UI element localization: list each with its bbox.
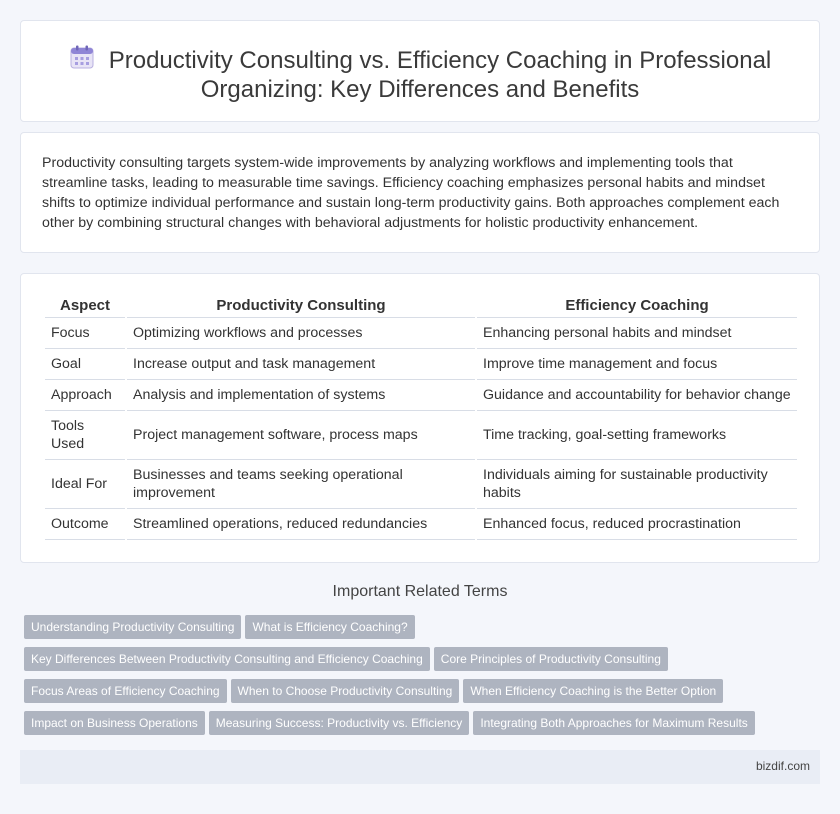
row-efficiency-coaching: Individuals aiming for sustainable productivity habits [477, 460, 797, 509]
related-term-link[interactable]: When Efficiency Coaching is the Better Option [463, 679, 723, 703]
row-efficiency-coaching: Time tracking, goal-setting frameworks [477, 411, 797, 460]
related-term-link[interactable]: When to Choose Productivity Consulting [231, 679, 460, 703]
header-efficiency-coaching: Efficiency Coaching [477, 294, 797, 318]
related-term-link[interactable]: Measuring Success: Productivity vs. Efficiency [209, 711, 470, 735]
row-aspect: Tools Used [45, 411, 125, 460]
footer-site-link[interactable]: bizdif.com [755, 759, 810, 773]
related-terms-heading: Important Related Terms [332, 583, 508, 600]
intro-card [20, 132, 820, 253]
comparison-table [43, 294, 799, 540]
table-row [45, 509, 797, 540]
row-efficiency-coaching: Guidance and accountability for behavior change [477, 380, 797, 411]
row-aspect: Focus [45, 318, 125, 349]
calendar-icon [69, 44, 95, 70]
row-aspect: Goal [45, 349, 125, 380]
page-title-text: Productivity Consulting vs. Efficiency Coaching in Professional Organizing: Key Differences and Benefits [108, 47, 772, 103]
related-term-link[interactable]: What is Efficiency Coaching? [245, 615, 414, 639]
table-row [45, 411, 797, 460]
header-aspect: Aspect [45, 294, 125, 318]
row-efficiency-coaching: Enhanced focus, reduced procrastination [477, 509, 797, 540]
row-productivity-consulting: Businesses and teams seeking operational improvement [127, 460, 475, 509]
row-productivity-consulting: Project management software, process maps [127, 411, 475, 460]
comparison-card [20, 273, 820, 563]
page-title [21, 44, 819, 104]
related-term-link[interactable]: Impact on Business Operations [24, 711, 205, 735]
row-efficiency-coaching: Improve time management and focus [477, 349, 797, 380]
row-aspect: Outcome [45, 509, 125, 540]
row-productivity-consulting: Analysis and implementation of systems [127, 380, 475, 411]
related-terms-list [24, 615, 824, 743]
row-aspect: Approach [45, 380, 125, 411]
related-term-link[interactable]: Core Principles of Productivity Consulting [434, 647, 668, 671]
related-term-link[interactable]: Key Differences Between Productivity Consulting and Efficiency Coaching [24, 647, 430, 671]
header-card [20, 20, 820, 122]
table-header-row [45, 294, 797, 318]
row-productivity-consulting: Optimizing workflows and processes [127, 318, 475, 349]
intro-paragraph: Productivity consulting targets system-wide improvements by analyzing workflows and implementing tools that streamline tasks, leading to measurable time savings. Efficiency coaching emphasizes personal habits and mindset shifts to optimize individual performance and sustain long-term productivity gains. Both approaches complement each other by combining structural changes with behavioral adjustments for holistic productivity enhancement. [42, 155, 780, 231]
table-row [45, 460, 797, 509]
table-row [45, 380, 797, 411]
row-aspect: Ideal For [45, 460, 125, 509]
row-productivity-consulting: Streamlined operations, reduced redundancies [127, 509, 475, 540]
row-productivity-consulting: Increase output and task management [127, 349, 475, 380]
header-productivity-consulting: Productivity Consulting [127, 294, 475, 318]
related-term-link[interactable]: Integrating Both Approaches for Maximum Results [473, 711, 754, 735]
footer [20, 750, 820, 784]
table-row [45, 318, 797, 349]
related-term-link[interactable]: Focus Areas of Efficiency Coaching [24, 679, 227, 703]
table-row [45, 349, 797, 380]
row-efficiency-coaching: Enhancing personal habits and mindset [477, 318, 797, 349]
related-term-link[interactable]: Understanding Productivity Consulting [24, 615, 241, 639]
